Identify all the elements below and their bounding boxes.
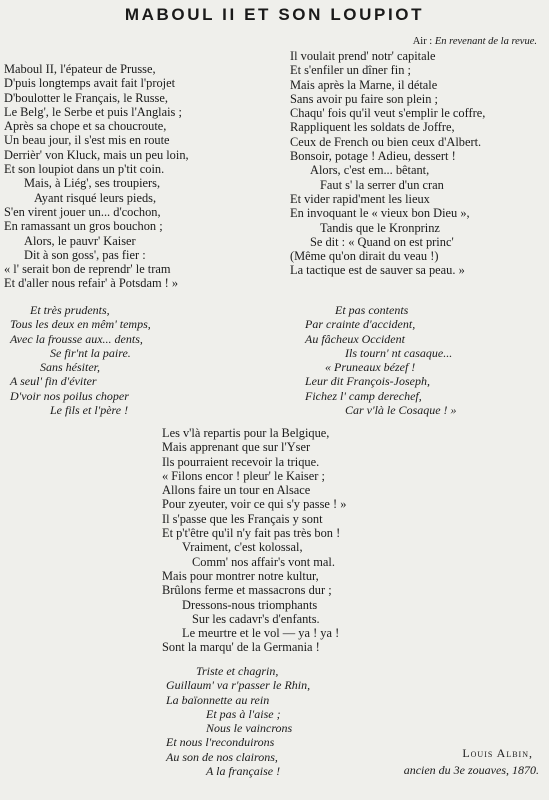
verse-line: Ceux de French ou bien ceux d'Albert. bbox=[290, 134, 482, 149]
verse-line: Et son loupiot dans un p'tit coin. bbox=[4, 162, 165, 177]
verse-line: (Même qu'on dirait du veau !) bbox=[290, 249, 439, 264]
verse-line: Mais apprenant que sur l'Yser bbox=[162, 440, 311, 455]
verse-line: D'voir nos poilus choper bbox=[10, 388, 129, 403]
verse-line: Comm' nos affair's vont mal. bbox=[192, 554, 335, 569]
verse-line: Il voulait prend' notr' capitale bbox=[290, 49, 436, 63]
verse-line: Et vider rapid'ment les lieux bbox=[290, 191, 430, 206]
verse-line: Faut s' la serrer d'un cran bbox=[320, 177, 444, 192]
verse-line: Et pas contents bbox=[335, 303, 409, 317]
verse-line: En ramassant un gros bouchon ; bbox=[4, 219, 163, 234]
verse-line: Il s'passe que les Français y sont bbox=[162, 511, 323, 526]
verse-line: Dit à son goss', pas fier : bbox=[24, 247, 146, 262]
verse-line: Et d'aller nous refair' à Potsdam ! » bbox=[4, 276, 179, 291]
chorus-right bbox=[305, 303, 457, 417]
verse-line: Avec la frousse aux... dents, bbox=[10, 331, 143, 346]
verse-line: Le Belg', le Serbe et puis l'Anglais ; bbox=[4, 104, 182, 119]
verse-line: Sont la marqu' de la Germania ! bbox=[162, 640, 320, 655]
verse-line: Ils tourn' nt casaque... bbox=[345, 345, 453, 360]
verse-line: Tous les deux en mêm' temps, bbox=[10, 317, 151, 332]
verse-line: Car v'là le Cosaque ! » bbox=[345, 403, 457, 418]
verse-line: S'en virent jouer un... d'cochon, bbox=[4, 204, 161, 219]
verse-line: Vraiment, c'est kolossal, bbox=[182, 540, 303, 555]
verse-line: La tactique est de sauver sa peau. » bbox=[290, 263, 465, 278]
verse-line: Et s'enfiler un dîner fin ; bbox=[290, 63, 411, 78]
verse-line: Le fils et l'père ! bbox=[50, 403, 129, 418]
verse-line: « l' serait bon de reprendr' le tram bbox=[4, 262, 171, 277]
author-title: ancien du 3e zouaves, 1870. bbox=[403, 763, 539, 777]
verse-line: Se fir'nt la paire. bbox=[50, 345, 131, 360]
verse-line: Les v'là repartis pour la Belgique, bbox=[162, 426, 330, 440]
verse-left bbox=[4, 62, 189, 291]
verse-line: « Filons encor ! pleur' le Kaiser ; bbox=[162, 468, 325, 483]
verse-line: Bonsoir, potage ! Adieu, dessert ! bbox=[290, 149, 456, 164]
verse-line: Sur les cadavr's d'enfants. bbox=[192, 611, 320, 626]
verse-line: Ils pourraient recevoir la trique. bbox=[162, 454, 320, 469]
verse-line: Le meurtre et le vol — ya ! ya ! bbox=[182, 626, 340, 641]
verse-line: Sans avoir pu faire son plein ; bbox=[290, 91, 438, 106]
final-chorus bbox=[166, 664, 310, 778]
verse-line: Au son de nos clairons, bbox=[166, 749, 278, 764]
verse-line: Se dit : « Quand on est princ' bbox=[310, 234, 454, 249]
verse-line: Ayant risqué leurs pieds, bbox=[34, 190, 157, 205]
verse-line: Après sa chope et sa choucroute, bbox=[4, 119, 167, 134]
air-tune: En revenant de la revue. bbox=[434, 36, 537, 47]
verse-line: La baïonnette au rein bbox=[166, 692, 270, 707]
verse-line: Mais après la Marne, il détale bbox=[290, 77, 438, 92]
verse-center bbox=[162, 426, 346, 655]
verse-right bbox=[290, 49, 485, 278]
verse-line: Fichez l' camp derechef, bbox=[305, 388, 422, 403]
verse-line: Maboul II, l'épateur de Prusse, bbox=[4, 62, 156, 76]
verse-line: Et pas à l'aise ; bbox=[206, 706, 281, 721]
air-indication bbox=[413, 36, 537, 47]
verse-line: Et nous l'reconduirons bbox=[166, 735, 275, 750]
verse-line: D'puis longtemps avait fait l'projet bbox=[4, 76, 176, 91]
verse-line: D'boulotter le Français, le Russe, bbox=[4, 90, 168, 105]
verse-line: Et très prudents, bbox=[30, 303, 110, 317]
verse-line: Allons faire un tour en Alsace bbox=[162, 483, 311, 498]
author-name: Louis Albin, bbox=[462, 746, 533, 760]
verse-line: Mais, à Liég', ses troupiers, bbox=[24, 176, 161, 191]
verse-line: Par crainte d'accident, bbox=[305, 317, 416, 332]
verse-line: Au fâcheux Occident bbox=[305, 331, 405, 346]
verse-line: Un beau jour, il s'est mis en route bbox=[4, 133, 170, 148]
verse-line: Pour zyeuter, voir ce qui s'y passe ! » bbox=[162, 497, 347, 512]
verse-line: Triste et chagrin, bbox=[196, 664, 279, 678]
verse-line: Nous le vaincrons bbox=[206, 721, 293, 736]
chorus-left bbox=[10, 303, 151, 417]
verse-line: Et p't'être qu'il n'y fait pas très bon ! bbox=[162, 526, 341, 541]
verse-line: En invoquant le « vieux bon Dieu », bbox=[290, 206, 470, 221]
verse-line: Alors, le pauvr' Kaiser bbox=[24, 233, 136, 248]
verse-line: Derrièr' von Kluck, mais un peu loin, bbox=[4, 147, 189, 162]
verse-line: Alors, c'est em... bêtant, bbox=[310, 163, 430, 178]
verse-line: Brûlons ferme et massacrons dur ; bbox=[162, 583, 332, 598]
air-label: Air : bbox=[412, 36, 433, 47]
verse-line: Dressons-nous triomphants bbox=[182, 597, 318, 612]
verse-line: Mais pour montrer notre kultur, bbox=[162, 568, 319, 583]
verse-line: Chaqu' fois qu'il veut s'emplir le coffre, bbox=[290, 106, 486, 121]
verse-line: Rappliquent les soldats de Joffre, bbox=[290, 120, 455, 135]
verse-line: « Pruneaux bézef ! bbox=[325, 360, 416, 375]
verse-line: Sans hésiter, bbox=[40, 360, 100, 375]
verse-line: Leur dit François-Joseph, bbox=[305, 374, 430, 389]
verse-line: A seul' fin d'éviter bbox=[10, 374, 97, 389]
verse-line: Tandis que le Kronprinz bbox=[320, 220, 440, 235]
song-title: MABOUL II ET SON LOUPIOT bbox=[124, 5, 425, 24]
verse-line: A la française ! bbox=[206, 764, 281, 779]
verse-line: Guillaum' va r'passer le Rhin, bbox=[166, 678, 311, 693]
